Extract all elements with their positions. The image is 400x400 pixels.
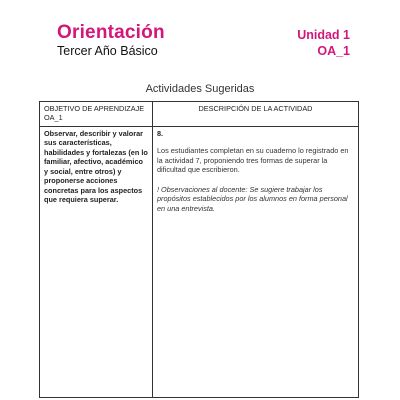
grade-subtitle: Tercer Año Básico [57,44,158,58]
observation-label: ! Observaciones al docente [157,184,246,194]
section-title: Actividades Sugeridas [145,83,255,95]
activity-cell [153,127,359,398]
description-column-header: DESCRIPCIÓN DE LA ACTIVIDAD [153,102,359,127]
activity-text: Los estudiantes completan en su cuaderno lo registrado en la actividad 7, proponiendo tres formas de superar la dificultad que escribieron. [157,146,349,175]
objective-text: Observar, describir y valorar sus características, habilidades y fortalezas (en lo familiar, afectivo, académico y social, entre otros) y proponerse acciones concretas para los aspectos que requiera superar. [40,127,153,398]
teacher-observation [157,185,354,213]
oa-code: OA_1 [317,44,350,58]
unit-label: Unidad 1 [297,28,350,42]
objective-column-header: OBJETIVO DE APRENDIZAJE OA_1 [40,102,153,127]
table-row [40,127,359,398]
observation-text: : Se sugiere trabajar los propósitos establecidos por los alumnos en forma personal en una entrevista. [157,184,348,213]
page-title: Orientación [57,22,165,43]
activity-number: 8. [157,129,164,138]
table-header-row [40,102,359,127]
activity-table [39,101,359,398]
